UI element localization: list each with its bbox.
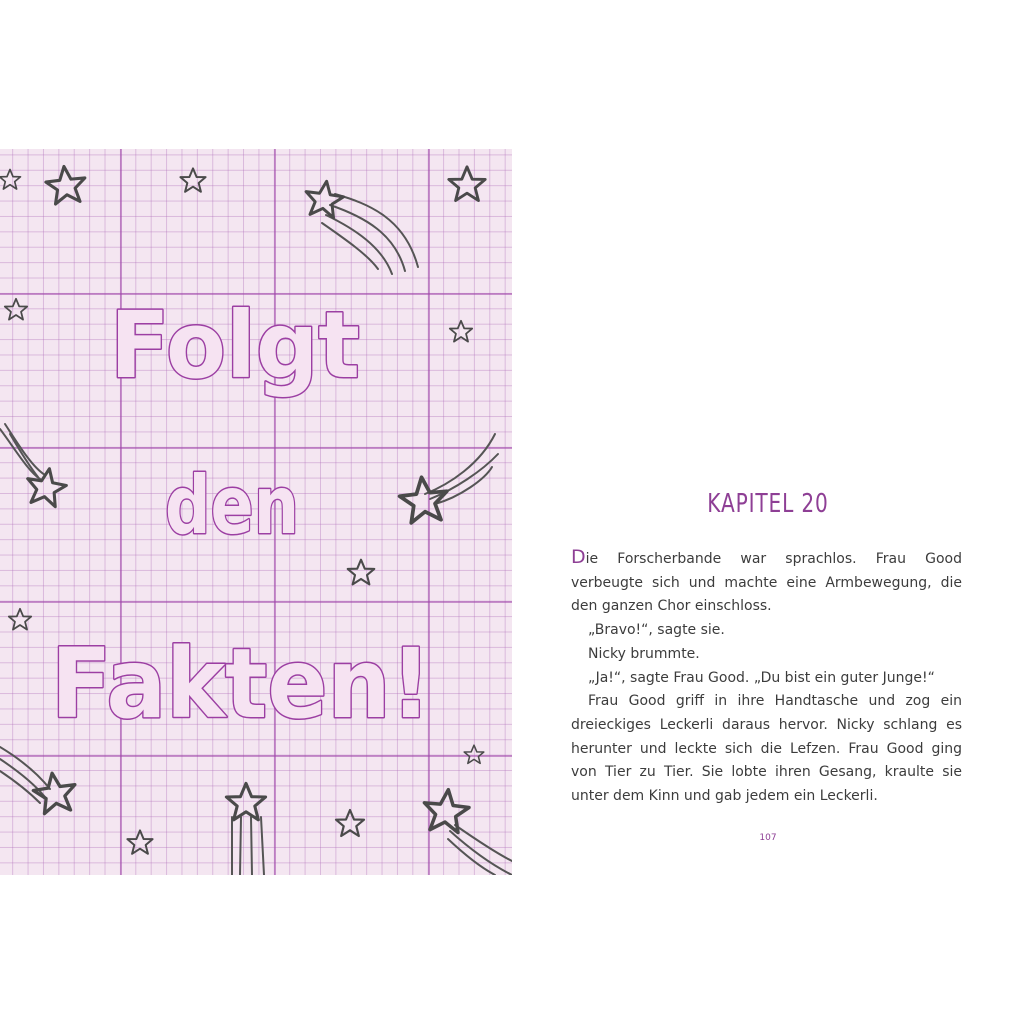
star-icon xyxy=(180,168,205,191)
star-icon xyxy=(464,745,484,763)
star-icon xyxy=(303,179,345,219)
paragraph: „Bravo!“, sagte sie. xyxy=(588,622,725,639)
illustrated-page xyxy=(0,149,512,875)
star-icon xyxy=(127,830,152,853)
chapter-title: KAPITEL 20 xyxy=(707,489,829,519)
star-icon xyxy=(398,475,450,524)
chapter-body xyxy=(571,546,962,809)
star-icon xyxy=(9,609,31,630)
star-icon xyxy=(44,164,87,204)
star-icon xyxy=(5,299,27,320)
paragraph xyxy=(571,546,962,619)
paragraph: Nicky brummte. xyxy=(588,645,700,662)
text-page xyxy=(512,149,1024,875)
page-number: 107 xyxy=(759,833,777,843)
star-icon xyxy=(422,787,471,833)
star-icon xyxy=(226,783,265,819)
dropcap-letter: D xyxy=(571,546,586,568)
paragraph: Frau Good griff in ihre Handtasche und zog ein dreieckiges Leckerli daraus hervor. Nicky schlang es herunter und leckte sich die Lefzen. Frau Good ging von Tier zu Tier. Sie lobte ihren Gesang, kraulte sie unter dem Kinn und gab jedem ein Leckerli. xyxy=(571,693,962,805)
graph-paper-illustration xyxy=(0,149,512,875)
star-icon xyxy=(449,167,485,201)
paragraph: „Ja!“, sagte Frau Good. „Du bist ein guter Junge!“ xyxy=(588,669,935,686)
star-icon xyxy=(348,560,375,585)
star-icon xyxy=(0,170,21,190)
slogan-line-2: den xyxy=(165,459,299,552)
star-icon xyxy=(450,321,472,342)
slogan-line-1: Folgt xyxy=(110,292,360,399)
paragraph-text: ie Forscherbande war sprachlos. Frau Good verbeugte sich und machte eine Armbewegung, die den ganzen Chor einschloss. xyxy=(571,551,962,615)
star-icon xyxy=(336,810,364,836)
slogan-line-3: Fakten! xyxy=(51,628,431,740)
